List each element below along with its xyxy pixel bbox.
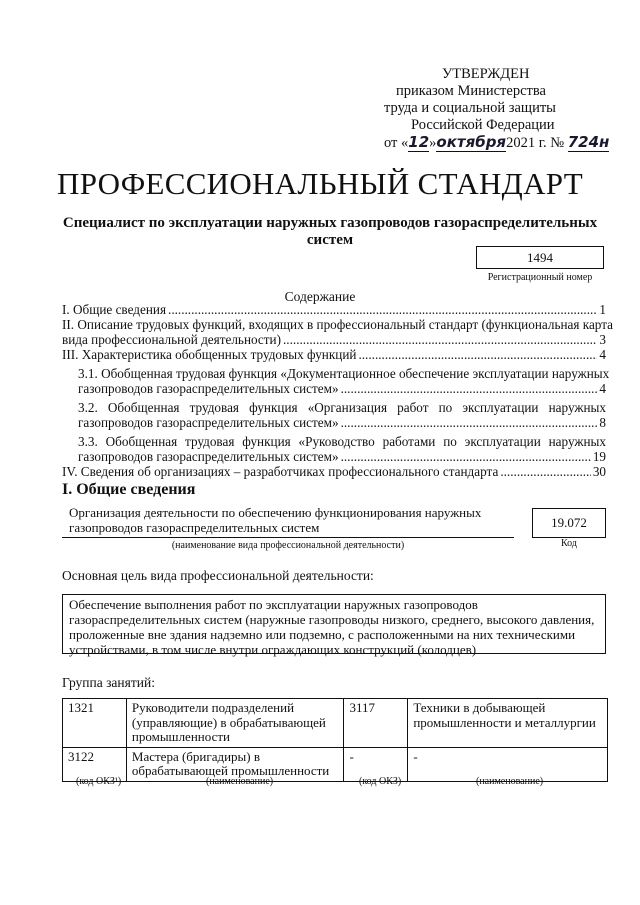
activity-code-caption: Код — [561, 538, 577, 549]
toc-item-text-cont: газопроводов газораспределительных систем» — [78, 449, 339, 464]
toc-item-text: 3.1. Обобщенная трудовая функция «Документационное обеспечение эксплуатации наружных — [78, 366, 610, 381]
table-row — [63, 699, 608, 748]
activity-name-line: газопроводов газораспределительных систем — [69, 519, 320, 535]
okz-code-cell: 3117 — [344, 699, 408, 748]
toc-item-text: IV. Сведения об организациях – разработчиках профессионального стандарта — [62, 464, 499, 479]
occupation-groups-table — [62, 698, 608, 782]
date-quote: » — [429, 135, 437, 151]
toc-item-page: 4 — [599, 347, 606, 362]
toc-leader — [358, 347, 597, 362]
handwritten-day: 12 — [408, 133, 430, 151]
date-year: 2021 г. № — [506, 135, 565, 151]
goal-line: устройствами, в том числе внутри ограждающих конструкций (колодцев) — [69, 642, 477, 657]
goal-box — [62, 594, 606, 657]
toc-leader — [341, 381, 598, 396]
occupation-name-cell: - — [408, 747, 608, 781]
toc-item-text-cont: вида профессиональной деятельности) — [62, 332, 281, 347]
toc-item-page: 4 — [599, 381, 606, 396]
toc-leader — [500, 464, 590, 479]
toc-item[interactable] — [62, 434, 606, 464]
approval-line-2: приказом Министерства — [396, 83, 546, 99]
approval-heading: УТВЕРЖДЕН — [442, 66, 530, 82]
toc-item[interactable] — [62, 317, 613, 347]
toc-item-page: 30 — [592, 464, 606, 479]
approval-block — [384, 66, 624, 152]
toc-item-text: I. Общие сведения — [62, 302, 167, 317]
activity-caption: (наименование вида профессиональной деятельности) — [171, 540, 405, 551]
toc-leader — [341, 415, 598, 430]
toc-item-page: 8 — [599, 415, 606, 430]
toc-item-text-cont: газопроводов газораспределительных систем» — [78, 381, 339, 396]
goal-label: Основная цель вида профессиональной деятельности: — [62, 568, 374, 583]
okz-code-cell: 3122 — [63, 747, 127, 781]
registration-number-box: 1494 — [476, 246, 604, 269]
occupation-name-cell: Руководители подразделений (управляющие) в обрабатывающей промышленности — [126, 699, 344, 748]
date-prefix: от « — [384, 135, 409, 151]
activity-code-box: 19.072 — [532, 508, 606, 538]
toc-item[interactable] — [62, 464, 606, 479]
caption-name-2: (наименование) — [476, 776, 544, 787]
toc-item[interactable] — [62, 302, 606, 317]
group-label: Группа занятий: — [62, 675, 155, 690]
okz-code-cell: - — [344, 747, 408, 781]
toc-leader — [168, 302, 597, 317]
toc-item[interactable] — [62, 400, 606, 430]
toc-leader — [283, 332, 597, 347]
caption-okz-code-1: (код ОКЗ¹) — [76, 776, 122, 787]
caption-name-1: (наименование) — [206, 776, 274, 787]
activity-name — [62, 506, 519, 535]
toc-item[interactable] — [62, 366, 610, 396]
approval-line-4: Российской Федерации — [411, 117, 555, 133]
approval-line-3: труда и социальной защиты — [384, 100, 556, 116]
handwritten-order-number: 724н — [567, 133, 610, 151]
toc-leader — [341, 449, 591, 464]
goal-line: Обеспечение выполнения работ по эксплуатации наружных газопроводов — [69, 597, 478, 612]
handwritten-month: октября — [436, 133, 507, 151]
toc-item-page: 1 — [599, 302, 606, 317]
standard-name: Специалист по эксплуатации наружных газопроводов газораспределительных систем — [62, 215, 598, 248]
toc-item-text: II. Описание трудовых функций, входящих в профессиональный стандарт (функциональная карта — [62, 317, 613, 332]
goal-line: проложенные вне здания надземно или подземно, с расположенными на них техническими — [69, 627, 576, 642]
toc-item-page: 3 — [599, 332, 606, 347]
activity-name-line: Организация деятельности по обеспечению функционирования наружных — [69, 505, 482, 520]
registration-caption: Регистрационный номер — [487, 272, 593, 283]
toc-item-text: III. Характеристика обобщенных трудовых функций — [62, 347, 357, 362]
toc-item[interactable] — [62, 347, 606, 362]
approval-date-line — [384, 134, 624, 152]
document-title: ПРОФЕССИОНАЛЬНЫЙ СТАНДАРТ — [57, 166, 583, 201]
toc-item-text: 3.2. Обобщенная трудовая функция «Организация работ по эксплуатации наружных — [78, 400, 606, 415]
occupation-name-cell: Мастера (бригадиры) в обрабатывающей промышленности — [126, 747, 344, 781]
toc-item-page: 19 — [592, 449, 606, 464]
section-heading: I. Общие сведения — [62, 481, 196, 498]
toc-heading: Содержание — [284, 289, 356, 304]
goal-line: газораспределительных систем (наружные газопроводы низкого, среднего, высокого давления, — [69, 612, 595, 627]
table-of-contents — [62, 302, 613, 479]
occupation-name-cell: Техники в добывающей промышленности и металлургии — [408, 699, 608, 748]
caption-okz-code-2: (код ОКЗ) — [359, 776, 402, 787]
toc-item-text-cont: газопроводов газораспределительных систем» — [78, 415, 339, 430]
okz-code-cell: 1321 — [63, 699, 127, 748]
toc-item-text: 3.3. Обобщенная трудовая функция «Руководство работами по эксплуатации наружных — [78, 434, 606, 449]
underline — [62, 537, 514, 538]
